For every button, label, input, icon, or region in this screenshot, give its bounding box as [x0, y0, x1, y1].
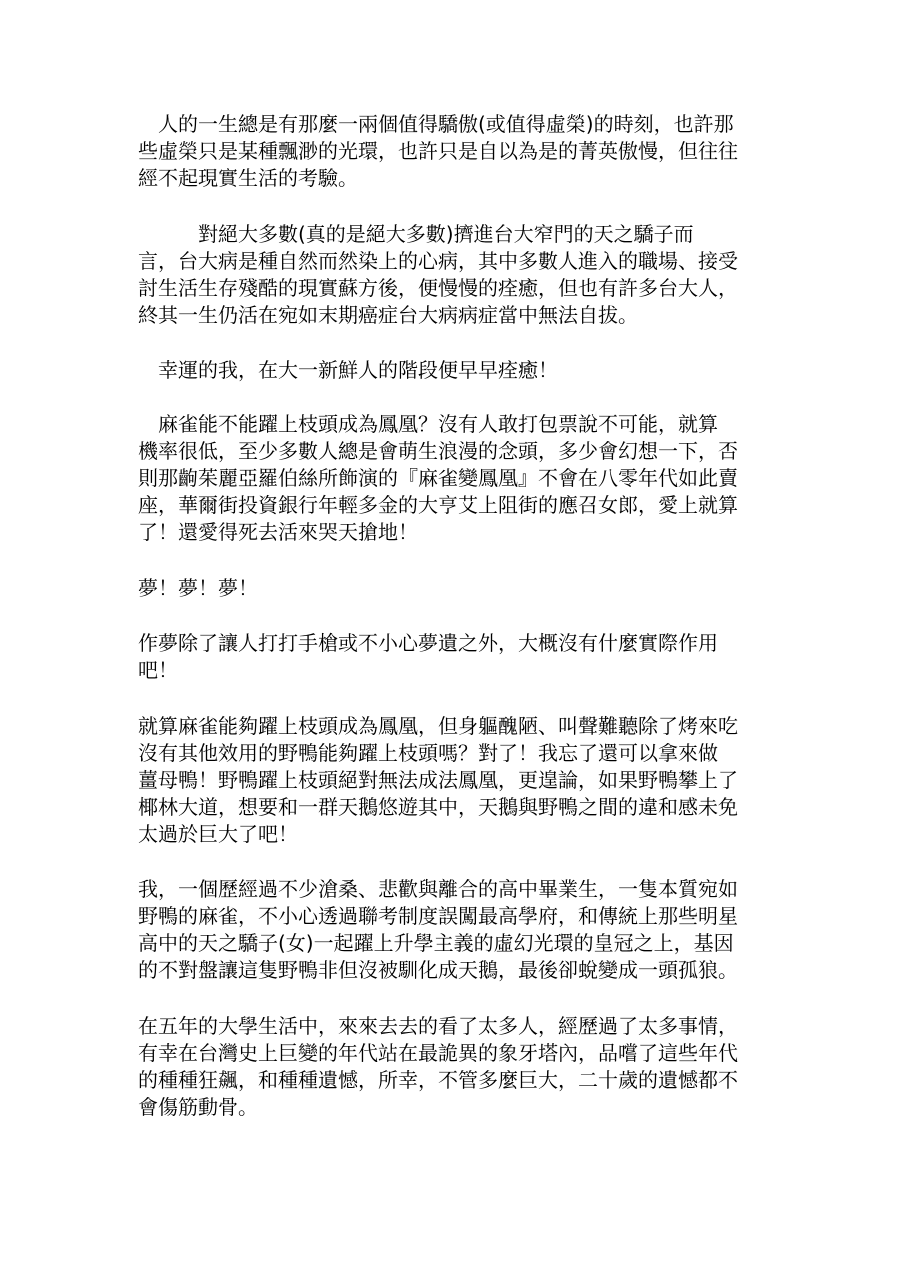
paragraph-3 [138, 357, 778, 384]
paragraph-6 [138, 630, 778, 684]
paragraph-line: 的種種狂飆，和種種遺憾，所幸，不管多麼巨大，二十歲的遺憾都不 [138, 1068, 738, 1092]
paragraph-line: 就算麻雀能夠躍上枝頭成為鳳凰，但身軀醜陋、叫聲難聽除了烤來吃 [138, 714, 738, 738]
paragraph-line: 座，華爾街投資銀行年輕多金的大亨艾上阻街的應召女郎，愛上就算 [138, 493, 738, 517]
paragraph-line: 沒有其他效用的野鴨能夠躍上枝頭嗎？對了！我忘了還可以拿來做 [138, 741, 718, 765]
paragraph-2 [138, 221, 778, 329]
paragraph-line: 高中的天之驕子(女)一起躍上升學主義的虛幻光環的皇冠之上，基因 [138, 931, 734, 955]
paragraph-line: 麻雀能不能躍上枝頭成為鳳凰？沒有人敢打包票說不可能，就算 [138, 412, 718, 436]
paragraph-line: 人的一生總是有那麼一兩個值得驕傲(或值得虛榮)的時刻，也許那 [138, 112, 734, 136]
paragraph-line: 吧！ [138, 658, 178, 682]
paragraph-line: 討生活生存殘酷的現實蘇方後，便慢慢的痊癒，但也有許多台大人， [138, 276, 738, 300]
paragraph-line: 我，一個歷經過不少滄桑、悲歡與離合的高中畢業生，一隻本質宛如 [138, 877, 738, 901]
paragraph-line: 則那齣茱麗亞羅伯絲所飾演的『麻雀變鳳凰』不會在八零年代如此賣 [138, 466, 738, 490]
paragraph-line: 些虛榮只是某種飄渺的光環，也許只是自以為是的菁英傲慢，但往往 [138, 139, 738, 163]
paragraph-line: 終其一生仍活在宛如末期癌症台大病病症當中無法自拔。 [138, 303, 638, 327]
paragraph-1 [138, 111, 778, 192]
paragraph-line: 在五年的大學生活中，來來去去的看了太多人，經歷過了太多事情， [138, 1014, 738, 1038]
paragraph-line: 經不起現實生活的考驗。 [138, 166, 358, 190]
paragraph-line: 野鴨的麻雀，不小心透過聯考制度誤闖最高學府，和傳統上那些明星 [138, 904, 738, 928]
paragraph-line: 幸運的我，在大一新鮮人的階段便早早痊癒！ [138, 358, 558, 382]
paragraph-line: 太過於巨大了吧！ [138, 822, 298, 846]
paragraph-4 [138, 411, 778, 546]
paragraph-line: 有幸在台灣史上巨變的年代站在最詭異的象牙塔內，品嚐了這些年代 [138, 1041, 738, 1065]
paragraph-7 [138, 713, 778, 848]
paragraph-line: 夢！夢！夢！ [138, 576, 258, 600]
paragraph-5 [138, 575, 778, 602]
paragraph-line: 薑母鴨！野鴨躍上枝頭絕對無法成法鳳凰，更遑論，如果野鴨攀上了 [138, 768, 738, 792]
paragraph-line: 了！還愛得死去活來哭天搶地！ [138, 520, 418, 544]
paragraph-line: 機率很低，至少多數人總是會萌生浪漫的念頭，多少會幻想一下，否 [138, 439, 738, 463]
paragraph-8 [138, 876, 778, 984]
paragraph-line: 作夢除了讓人打打手槍或不小心夢遺之外，大概沒有什麼實際作用 [138, 631, 718, 655]
paragraph-line: 的不對盤讓這隻野鴨非但沒被馴化成天鵝，最後卻蛻變成一頭孤狼。 [138, 958, 738, 982]
paragraph-line: 會傷筋動骨。 [138, 1095, 258, 1119]
paragraph-line: 椰林大道，想要和一群天鵝悠遊其中，天鵝與野鴨之間的違和感未免 [138, 795, 738, 819]
paragraph-9 [138, 1013, 778, 1121]
paragraph-line: 言，台大病是種自然而然染上的心病，其中多數人進入的職場、接受 [138, 249, 738, 273]
paragraph-line: 對絕大多數(真的是絕大多數)擠進台大窄門的天之驕子而 [138, 222, 694, 246]
